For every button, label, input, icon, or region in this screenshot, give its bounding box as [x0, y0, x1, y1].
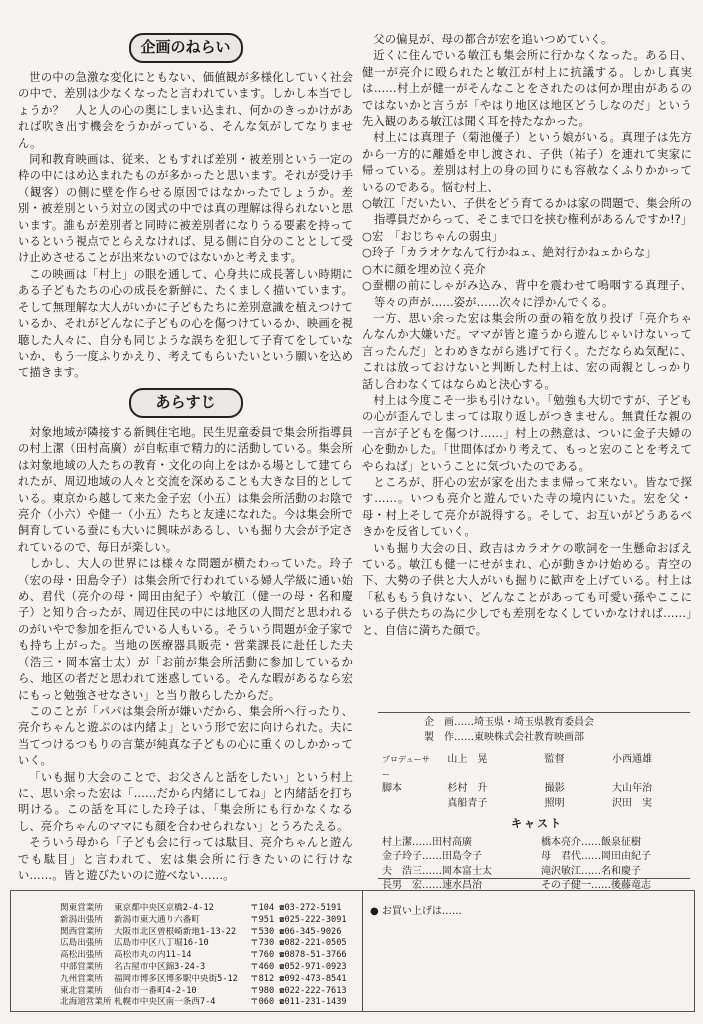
cast-entry: 夫 浩三……岡本富士太 — [382, 865, 492, 877]
aim-paragraph: この映画は「村上」の眼を通して、心身共に成長著しい時期にある子どもたちの心の成長を新鮮に、たくましく描いています。そして無理解な大人がいかに子どもたちに差別意識を植えつけているか、それがどんなに子どもの心を傷つけているか、映画を視聴した人々に、自分も同じような誤ちを犯して子育てをしていないか、もう一度ふりかえり、考えてもらいたいという願いを込めて描きます。 — [18, 267, 353, 380]
cast-entry: 滝沢敏江……名和慶子 — [541, 865, 641, 877]
staff-row: プロデューサー 山上 晃 監督 小西通雄 — [382, 754, 652, 779]
synopsis-continued — [362, 32, 692, 697]
synopsis-paragraph: 父の偏見が、母の都合が宏を追いつめていく。 — [373, 33, 613, 46]
office-row: 高松出張所 高松市丸の内11-14 〒760 ☎0878-51-3766 — [60, 950, 347, 961]
right-column — [362, 0, 692, 697]
recollection-line: ○木に顔を埋め泣く亮介 — [362, 262, 486, 276]
recollection-line: ○蚕棚の前にしゃがみ込み、背中を震わせて嗚咽する真理子、等々の声が……姿が……次々に浮かんでくる。 — [362, 279, 692, 309]
synopsis-paragraph: いも掘り大会の日、政吉はカラオケの歌詞を一生懸命おぼえている。敏江も健一にせがまれ、心が動きかけ始める。青空の下、大勢の子供と大人がいも掘りに歓声を上げている。村上は「私ももう負けない、どんなことがあっても可愛い孫やここにいる子供たちの為に少しでも差別をなくしていかなければ……」と、自信に満ちた顔で。 — [362, 541, 692, 637]
recollection-line: ○玲子「カラオケなんて行かねェ、絶対行かねェからな」 — [362, 246, 657, 260]
footer-divider — [362, 890, 363, 1011]
office-row: 九州営業所 福岡市博多区博多駅中央街5-12 〒812 ☎092-473-8541 — [60, 973, 347, 984]
production-credit: 製 作 …… 東映株式会社教育映画部 — [424, 731, 584, 743]
recollection-line: ○敏江「だいたい、子供をどう育てるかは家の問題で、集会所の指導員だからって、そこまで口を挟む権利があるんですか!?」 — [362, 197, 692, 227]
office-row: 中部営業所 名古屋市中区錦3-24-3 〒460 ☎052-971-0923 — [60, 961, 347, 972]
synopsis-paragraph: 村上には真理子（菊池優子）という娘がいる。真理子は先方から一方的に離婚を申し渡され、子供（祐子）を連れて実家に帰っている。差別は村上の身の回りにも容赦なくふりかかっているのである。悩む村上、 — [362, 131, 692, 194]
office-list — [60, 903, 352, 1009]
cast-entry: 長男 宏……速水昌治 — [382, 880, 482, 892]
credits — [382, 716, 692, 894]
synopsis-paragraph: 近くに住んでいる敏江も集会所に行かなくなった。ある日、健一が亮介に殴られたと敏江が村上に抗議する。しかし真実は……村上が健一がそんなことをされたのは何か理由があるのではないかと言うが「やはり地区は地区どうしなのだ」という先入観のある敏江は聞く耳を持たなかった。 — [362, 49, 692, 129]
staff-row: 脚本 杉村 升 撮影 大山年治 — [382, 783, 652, 794]
synopsis-heading: あらすじ — [129, 388, 243, 418]
cast-heading: キャスト — [511, 817, 563, 830]
synopsis-paragraph: そういう母から「子ども会に行っては駄目、亮介ちゃんと遊んでも駄目」と言われて、宏は集会所に行きたいのに行けない……。皆と遊びたいのに遊べない……。 — [18, 836, 353, 882]
cast-entry: 村上潔……田村高廣 — [382, 836, 472, 848]
cast-entry: 母 君代……岡田由紀子 — [541, 851, 651, 863]
cast-entry: その子健一……後藤竜志 — [541, 880, 651, 892]
staff-row: 真船青子 照明 沢田 実 — [447, 797, 652, 809]
aim-paragraph: 同和教育映画は、従来、ともすれば差別・被差別という一定の枠の中にはめ込まれたものが多かったと思います。それが受け手（観客）の側に壁を作らせる原因ではなかったでしょうか。差別・被差別という対立の図式の中では真の理解は得られないと思います。誰もが差別者と同時に被差別者になりうる要素を持っているという視点でとらえなければ、見る側に自分のこととして受け止めさせることが出来ないのではないかと考えます。 — [18, 153, 353, 265]
plan-credit: 企 画 …… 埼玉県・埼玉県教育委員会 — [424, 717, 594, 728]
credits-divider — [378, 712, 690, 713]
office-row: 関東営業所 東京都中央区京橋2-4-12 〒104 ☎03-272-5191 — [60, 903, 342, 913]
credits-bottom-divider — [378, 878, 690, 879]
purchase-note: ● お買い上げは…… — [370, 906, 462, 917]
synopsis-paragraph: 一方、思い余った宏は集会所の蚕の箱を放り投げ「亮介ちゃんなんか大嫌いだ。ママが皆と違うから遊んじゃいけないって言ったんだ」とわめきながら逃げて行く。ただならぬ気配に、これは放っておけないと判断した村上は、宏の両親としっかり話し合わなくてはならぬと決心する。 — [362, 311, 692, 391]
office-row: 関西営業所 大阪市北区曽根崎新地1-13-22 〒530 ☎06-345-9026 — [60, 926, 342, 937]
left-column — [18, 0, 353, 891]
synopsis-paragraph: しかし、大人の世界には様々な問題が横たわっていた。玲子（宏の母・田島令子）は集会所で行われている婦人学級に通い始め、君代（亮介の母・岡田由紀子）や敏江（健一の母・名和慶子）と知り合ったが、周辺住民の中には地区の人間だと思われるのがいやで参加を拒んでいる人もいる。そういう問題が金子家でも持ち上がった。当地の医療器具販売・営業課長に赴任した夫（浩三・岡本富士太）が「お前が集会所活動に参加しているから、地区の者だと思われて迷惑している。そんな暇があるなら宏にもっと勉強させなさい」と当り散らしたからだ。 — [18, 557, 353, 702]
cast-entry: 金子玲子……田島令子 — [382, 851, 482, 863]
synopsis-paragraph: 村上は今度こそ一歩も引けない。「勉強も大切ですが、子どもの心が歪んでしまっては取り返しがつきません。無責任な親の一言が子どもを傷つけ……」村上の熱意は、ついに金子夫婦の心を動かした。「世間体ばかり考えて、もっと宏のことを考えてやらねば」ということに気づいたのである。 — [362, 393, 692, 473]
cast-list — [382, 836, 692, 894]
office-row: 東北営業所 仙台市一番町4-2-10 〒980 ☎022-222-7613 — [60, 985, 347, 996]
office-row: 新潟出張所 新潟市東大通り六番町 〒951 ☎025-222-3091 — [60, 914, 347, 925]
synopsis-paragraph: 「いも掘り大会のことで、お父さんと話をしたい」という村上に、思い余った宏は「……だから内緒にしてね」と内緒話を打ち明ける。この話を耳にした玲子は、「集会所にも行かなくなるし、亮介ちゃんのママにも顔を合わせられない」とうろたえる。 — [18, 770, 353, 833]
synopsis-text — [18, 425, 353, 891]
office-row: 北海道営業所 札幌市中央区南一条西7-4 〒060 ☎011-231-1439 — [60, 997, 347, 1008]
office-row: 広島出張所 広島市中区八丁堀16-10 〒730 ☎082-221-0505 — [60, 938, 347, 949]
synopsis-paragraph: ところが、肝心の宏が家を出たまま帰って来ない。皆なで探す……。いつも亮介と遊んでいた寺の境内にいた。宏を父・母・村上そして亮介が説得する。そして、お互いがどうあるべきかを反省していく。 — [362, 475, 692, 539]
synopsis-paragraph: このことが「パパは集会所が嫌いだから、集会所へ行ったり、亮介ちゃんと遊ぶのは内緒よ」という形で宏に向けられた。夫に当てつけるつもりの言葉が純真な子どもの心に重くのしかかっていく。 — [18, 704, 353, 768]
aim-paragraph: 世の中の急激な変化にともない、価値観が多様化していく社会の中で、差別は少なくなったと言われています。しかし本当でしょうか？ 人と人の心の奥にしまい込まれ、何かのきっかけがあれば吹き出す機会をうかがっている、そんな気がしてなりません。 — [18, 71, 353, 150]
cast-entry: 橋本亮介……飯泉征樹 — [541, 836, 641, 848]
aim-text — [18, 70, 353, 382]
recollection-line: ○宏 「おじちゃんの弱虫」 — [362, 229, 504, 243]
synopsis-paragraph: 対象地域が隣接する新興住宅地。民生児童委員で集会所指導員の村上潔（田村高廣）が自転車で精力的に活動している。集会所は対象地域の人たちの教育・文化の向上をはかる場として建てられたが、周辺地域の人々と交流を深めることも大きな目的としている。東京から越して来た金子宏（小五）は集会所活動のお陰で亮介（小六）や健一（小五）たちと友達になれた。今は集会所で飼育している蚕にも大いに興味があるし、いも掘り大会が予定されているので、毎日が楽しい。 — [18, 426, 353, 554]
aim-heading: 企画のねらい — [129, 33, 243, 63]
